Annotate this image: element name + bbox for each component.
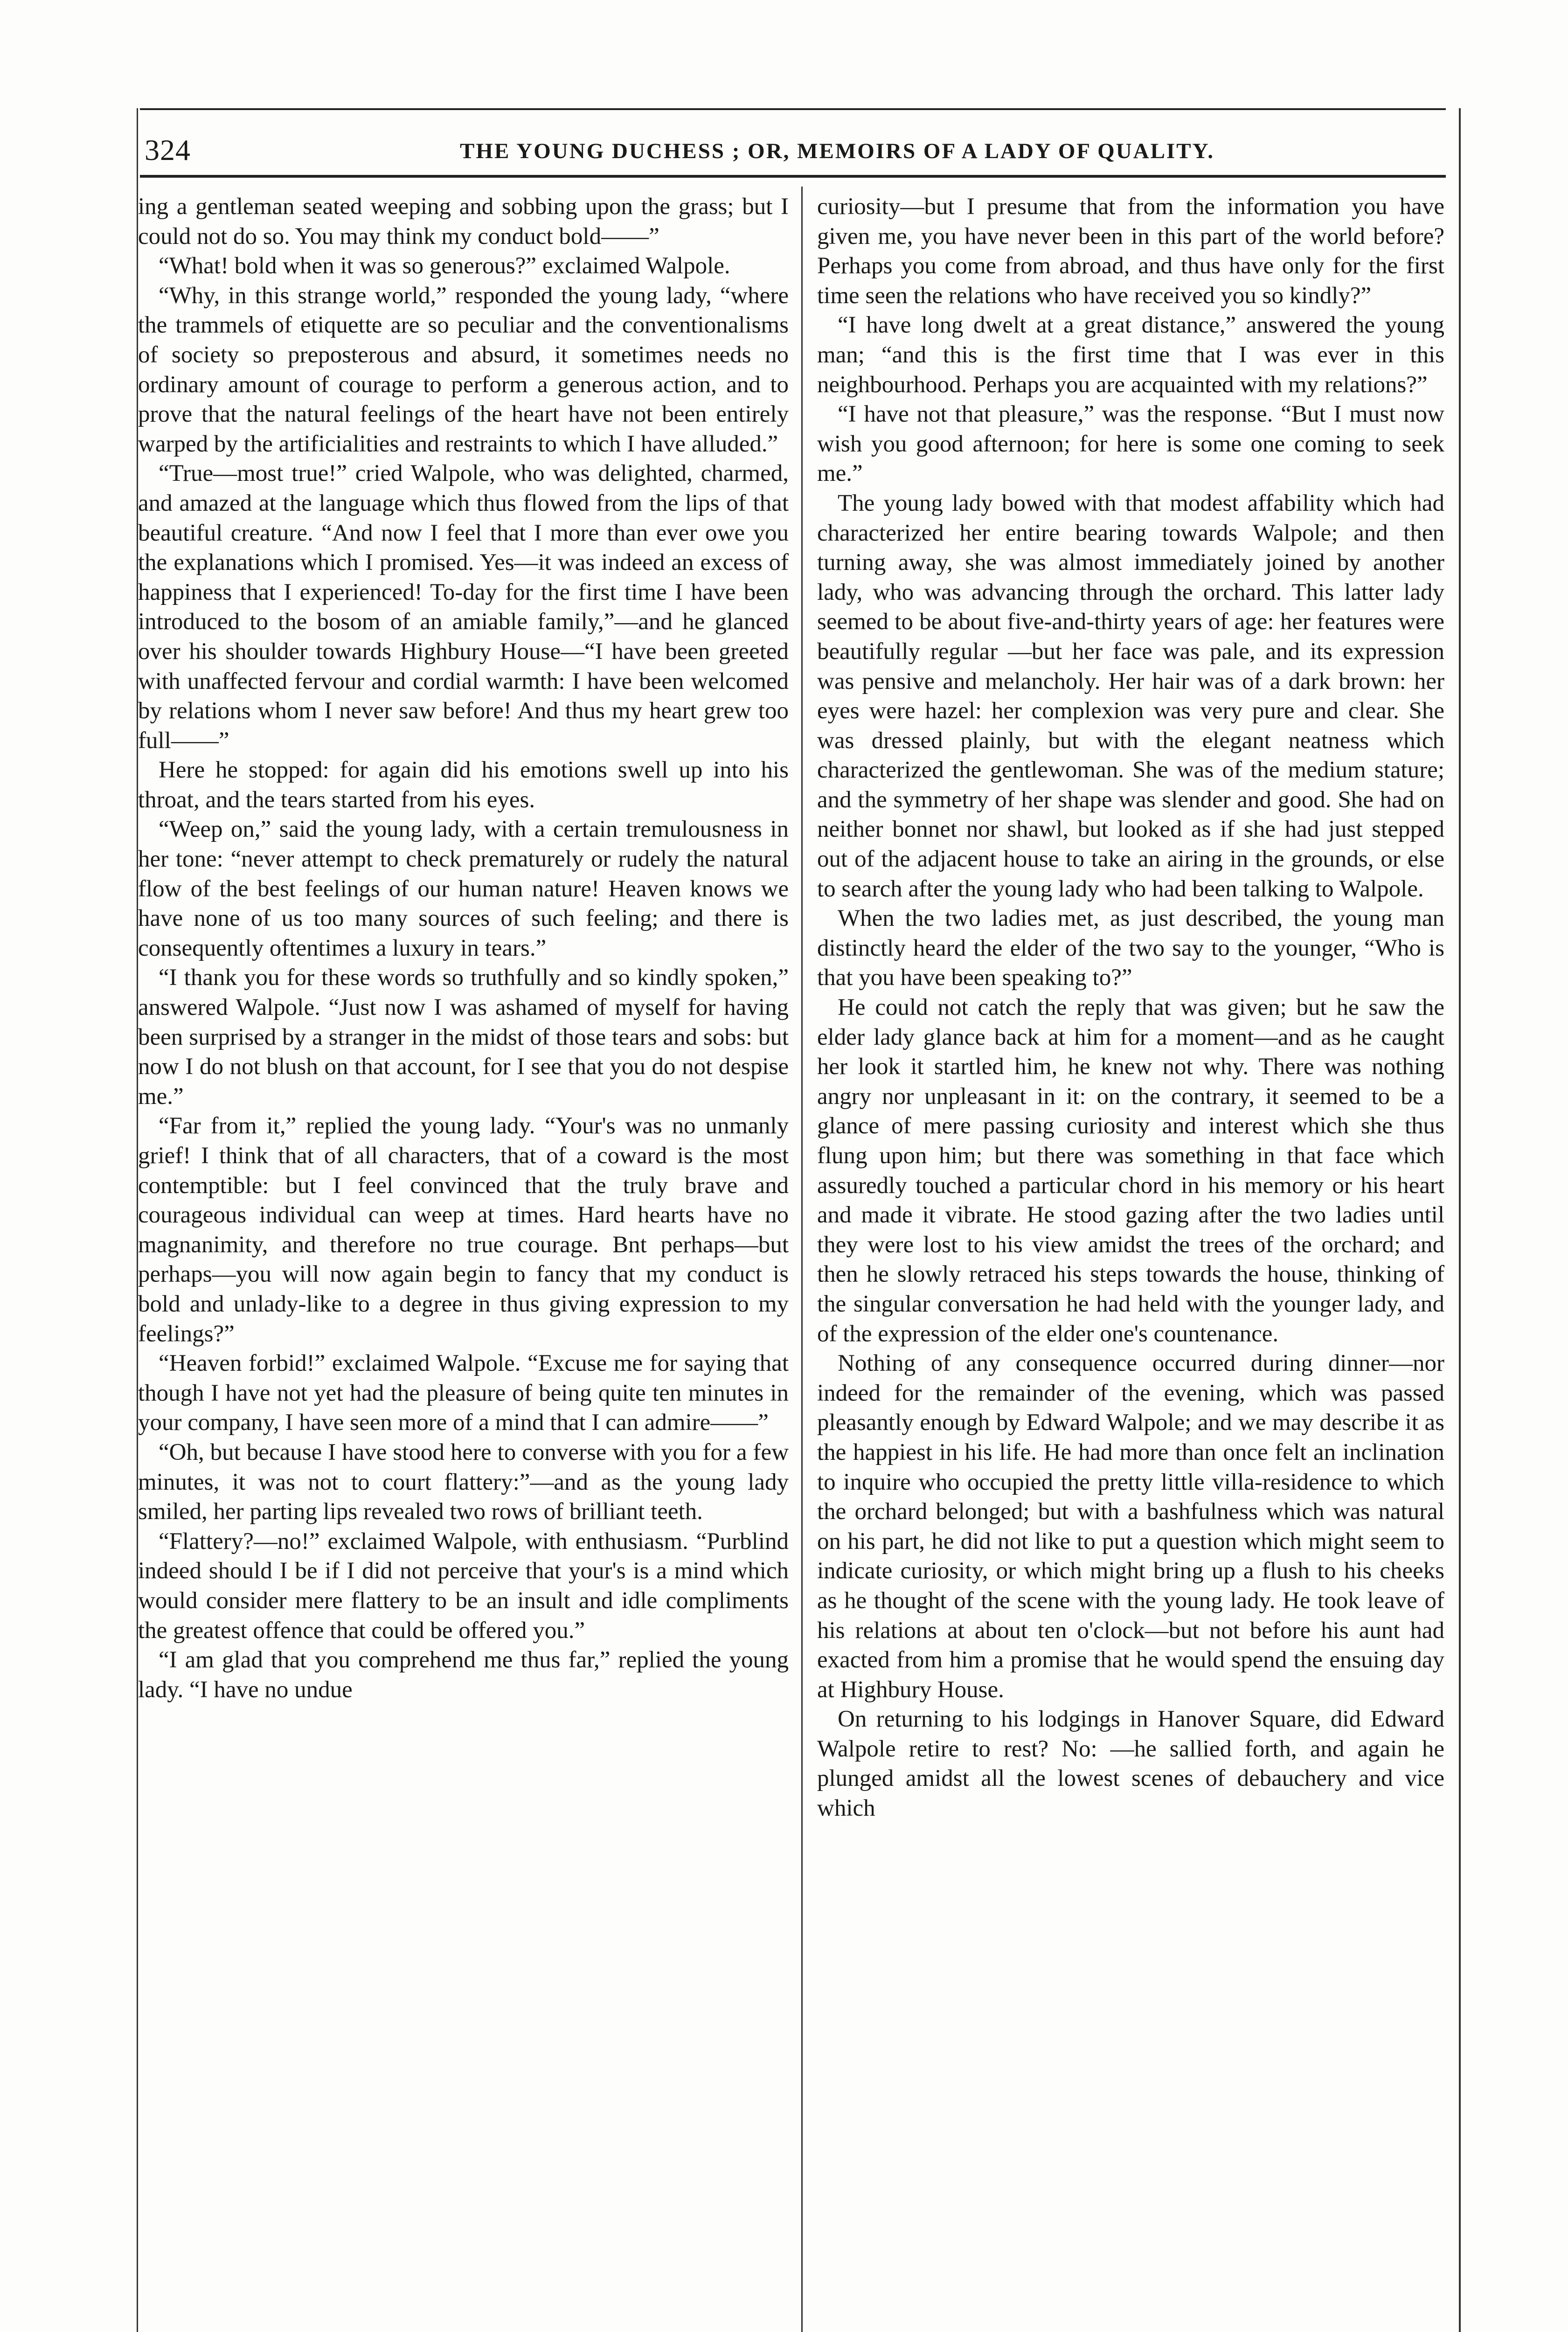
- paragraph: On returning to his lodgings in Hanover Square, did Edward Walpole retire to rest? No: —he sallied forth, and again he plunged amidst all the lowest scenes of debauchery and vice which: [817, 1706, 1444, 1822]
- right-frame-rule: [1459, 108, 1461, 2332]
- column-divider: [801, 187, 803, 2332]
- page-header: [145, 132, 1441, 169]
- paragraph: “Heaven forbid!” exclaimed Walpole. “Excuse me for saying that though I have not yet had the pleasure of being quite ten minutes in your company, I have seen more of a mind that I can admire——”: [138, 1350, 789, 1436]
- paragraph: When the two ladies met, as just described, the young man distinctly heard the elder of the two say to the younger, “Who is that you have been speaking to?”: [817, 905, 1444, 991]
- paragraph: “Why, in this strange world,” responded the young lady, “where the trammels of etiquette are so peculiar and the conventionalisms of society so preposterous and absurd, it sometimes needs no ordinary amount of courage to perform a generous action, and to prove that the natural feelings of the heart have not been entirely warped by the artificialities and restraints to which I have alluded.”: [138, 282, 789, 457]
- running-title: THE YOUNG DUCHESS ; OR, MEMOIRS OF A LADY OF QUALITY.: [460, 139, 1214, 163]
- header-rule: [140, 175, 1446, 178]
- paragraph: “I am glad that you comprehend me thus far,” replied the young lady. “I have no undue: [138, 1647, 789, 1703]
- paragraph: He could not catch the reply that was given; but he saw the elder lady glance back at him for a moment—and as he caught her look it startled him, he knew not why. There was nothing angry nor unpleasant in it: on the contrary, it seemed to be a glance of mere passing curiosity and interest which she thus flung upon him; but there was something in that face which assuredly touched a particular chord in his memory or his heart and made it vibrate. He stood gazing after the two ladies until they were lost to his view amidst the trees of the orchard; and then he slowly retraced his steps towards the house, thinking of the singular conversation he had held with the younger lady, and of the expression of the elder one's countenance.: [817, 994, 1444, 1347]
- paragraph: Nothing of any consequence occurred during dinner—nor indeed for the remainder of the evening, which was passed pleasantly enough by Edward Walpole; and we may describe it as the happiest in his life. He had more than once felt an inclination to inquire who occupied the pretty little villa-residence to which the orchard belonged; but with a bashfulness which was natural on his part, he did not like to put a question which might seem to indicate curiosity, or which might bring up a flush to his cheeks as he thought of the scene with the young lady. He took leave of his relations at about ten o'clock—but not before his aunt had exacted from him a promise that he would spend the ensuing day at Highbury House.: [817, 1350, 1444, 1703]
- paragraph: “I have not that pleasure,” was the response. “But I must now wish you good afternoon; for here is some one coming to seek me.”: [817, 401, 1444, 487]
- paragraph: The young lady bowed with that modest affability which had characterized her entire bearing towards Walpole; and then turning away, she was almost immediately joined by another lady, who was advancing through the orchard. This latter lady seemed to be about five-and-thirty years of age: her features were beautifully regular —but her face was pale, and its expression was pensive and melancholy. Her hair was of a dark brown: her eyes were hazel: her complexion was very pure and clear. She was dressed plainly, but with the elegant neatness which characterized the gentlewoman. She was of the medium stature; and the symmetry of her shape was slender and good. She had on neither bonnet nor shawl, but looked as if she had just stepped out of the adjacent house to take an airing in the grounds, or else to search after the young lady who had been talking to Walpole.: [817, 490, 1444, 902]
- paragraph: ing a gentleman seated weeping and sobbing upon the grass; but I could not do so. You may think my conduct bold——”: [138, 194, 789, 250]
- paragraph: Here he stopped: for again did his emotions swell up into his throat, and the tears started from his eyes.: [138, 757, 789, 813]
- top-frame-rule: [140, 108, 1446, 110]
- page-number: 324: [145, 133, 191, 167]
- paragraph: “What! bold when it was so generous?” exclaimed Walpole.: [159, 253, 730, 279]
- paragraph: “Oh, but because I have stood here to converse with you for a few minutes, it was not to court flattery:”—and as the young lady smiled, her parting lips revealed two rows of brilliant teeth.: [138, 1439, 789, 1525]
- paragraph: “Weep on,” said the young lady, with a certain tremulousness in her tone: “never attempt to check prematurely or rudely the natural flow of the best feelings of our human nature! Heaven knows we have none of us too many sources of such feeling; and there is consequently oftentimes a luxury in tears.”: [138, 816, 789, 961]
- paragraph: “I thank you for these words so truthfully and so kindly spoken,” answered Walpole. “Just now I was ashamed of myself for having been surprised by a stranger in the midst of those tears and sobs: but now I do not blush on that account, for I see that you do not despise me.”: [138, 965, 789, 1110]
- paragraph: curiosity—but I presume that from the information you have given me, you have never been in this part of the world before? Perhaps you come from abroad, and thus have only for the first time seen the relations who have received you so kindly?”: [817, 194, 1444, 309]
- paragraph: “I have long dwelt at a great distance,” answered the young man; “and this is the first time that I was ever in this neighbourhood. Perhaps you are acquainted with my relations?”: [817, 312, 1444, 398]
- paragraph: “Far from it,” replied the young lady. “Your's was no unmanly grief! I think that of all characters, that of a coward is the most contemptible: but I feel convinced that the truly brave and courageous individual can weep at times. Hard hearts have no magnanimity, and therefore no true courage. Bnt perhaps—but perhaps—you will now again begin to fancy that my conduct is bold and unlady-like to a degree in thus giving expression to my feelings?”: [138, 1113, 789, 1347]
- right-column: [817, 192, 1444, 1824]
- paragraph: “Flattery?—no!” exclaimed Walpole, with enthusiasm. “Purblind indeed should I be if I did not perceive that your's is a mind which would consider mere flattery to be an insult and idle compliments the greatest offence that could be offered you.”: [138, 1528, 789, 1644]
- paragraph: “True—most true!” cried Walpole, who was delighted, charmed, and amazed at the language which thus flowed from the lips of that beautiful creature. “And now I feel that I more than ever owe you the explanations which I promised. Yes—it was indeed an excess of happiness that I experienced! To-day for the first time I have been introduced to the bosom of an amiable family,”—and he glanced over his shoulder towards Highbury House—“I have been greeted with unaffected fervour and cordial warmth: I have been welcomed by relations whom I never saw before! And thus my heart grew too full——”: [138, 460, 789, 754]
- left-column: [138, 192, 789, 1705]
